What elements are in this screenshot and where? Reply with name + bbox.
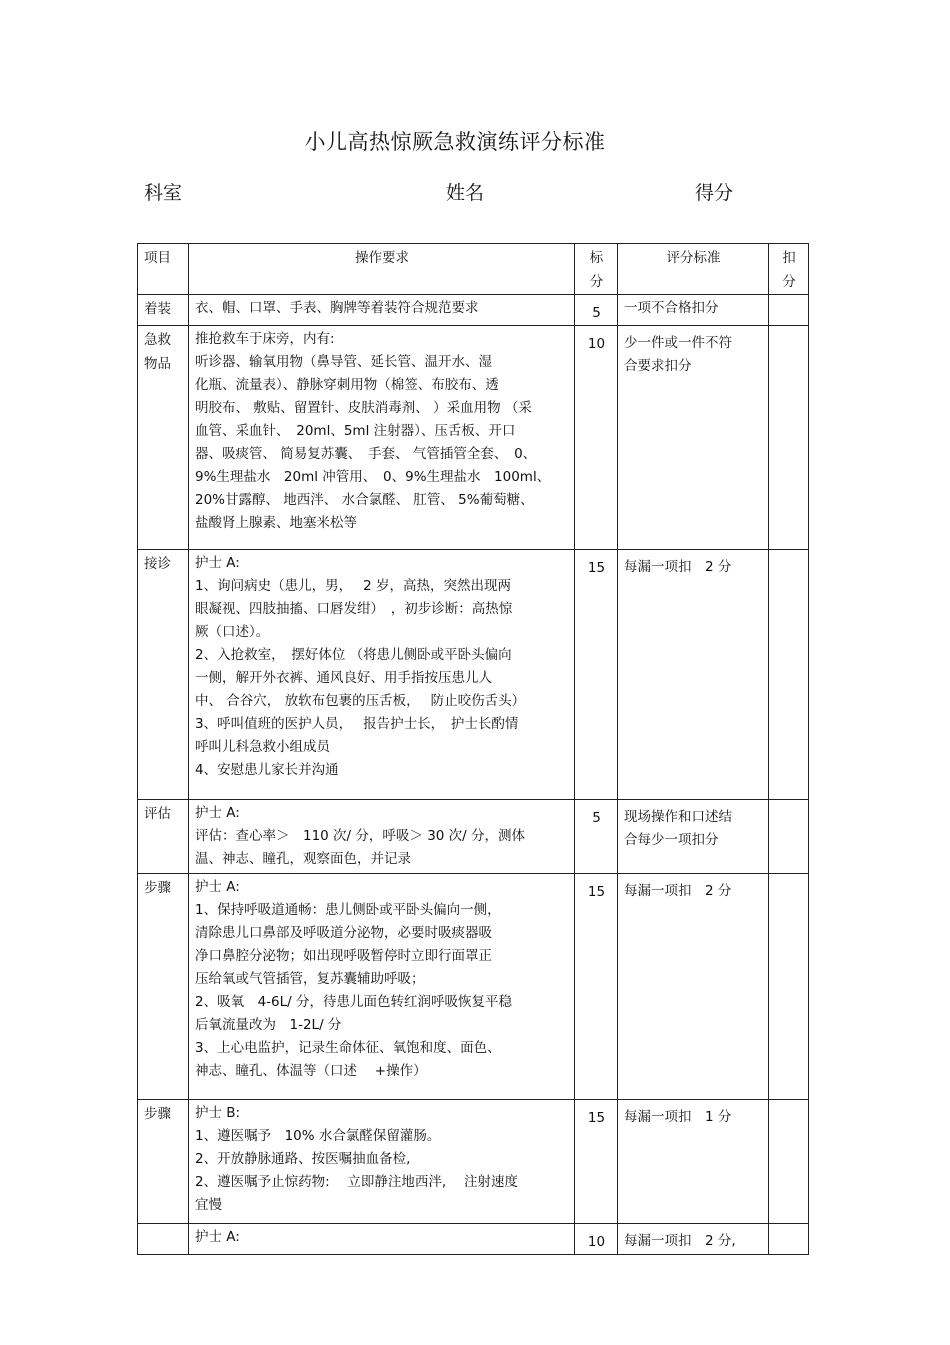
table-row	[138, 1224, 809, 1255]
requirement-line: 化瓶、流量表）、静脉穿刺用物（棉签、布胶布、透	[195, 377, 499, 393]
row-item: 评估	[138, 800, 189, 874]
row-deduction[interactable]	[769, 1224, 809, 1255]
header-deduction	[769, 244, 809, 295]
row-points: 15	[575, 1100, 618, 1224]
requirement-line: 器、吸痰管、 简易复苏囊、 手套、 气管插管全套、 0、	[195, 446, 537, 462]
criteria-line: 现场操作和口述结	[624, 809, 732, 825]
row-criteria	[618, 550, 769, 800]
criteria-line: 每漏一项扣 2 分,	[624, 1233, 736, 1249]
requirement-line: 盐酸肾上腺素、地塞米松等	[195, 515, 357, 531]
requirement-line: 清除患儿口鼻部及呼吸道分泌物，必要时吸痰器吸	[195, 925, 492, 941]
requirement-line: 20%甘露醇、 地西泮、 水合氯醛、 肛管、 5%葡萄糖、	[195, 492, 534, 508]
requirement-line: 2、入抢救室， 摆好体位 （将患儿侧卧或平卧头偏向	[195, 647, 512, 663]
requirement-line: 2、遵医嘱予止惊药物: 立即静注地西泮, 注射速度	[195, 1174, 519, 1190]
criteria-line: 一项不合格扣分	[624, 300, 719, 316]
row-item: 着装	[138, 295, 189, 326]
requirement-line: 护士 A:	[195, 1229, 240, 1245]
row-deduction[interactable]	[769, 874, 809, 1100]
requirement-line: 1、保持呼吸道通畅：患儿侧卧或平卧头偏向一侧，	[195, 902, 501, 918]
requirement-line: 1、遵医嘱予 10% 水合氯醛保留灌肠。	[195, 1128, 441, 1144]
requirement-line: 2、开放静脉通路、按医嘱抽血备检,	[195, 1151, 411, 1167]
criteria-line: 每漏一项扣 1 分	[624, 1109, 732, 1125]
requirement-line: 一侧，解开外衣裤、通风良好、用手指按压患儿人	[195, 670, 492, 686]
requirement-line: 呼叫儿科急救小组成员	[195, 739, 330, 755]
table-row	[138, 800, 809, 874]
row-item: 接诊	[138, 550, 189, 800]
row-points: 5	[575, 800, 618, 874]
row-requirement	[189, 295, 575, 326]
header-requirement: 操作要求	[189, 244, 575, 295]
criteria-line: 合每少一项扣分	[624, 832, 719, 848]
row-criteria	[618, 295, 769, 326]
requirement-line: 评估：查心率＞ 110 次/ 分，呼吸＞ 30 次/ 分，测体	[195, 828, 525, 844]
header-points-line2: 分	[589, 274, 604, 290]
criteria-line: 合要求扣分	[624, 358, 692, 374]
criteria-line: 每漏一项扣 2 分	[624, 883, 732, 899]
criteria-line: 每漏一项扣 2 分	[624, 559, 732, 575]
header-points	[575, 244, 618, 295]
requirement-line: 压给氧或气管插管，复苏囊辅助呼吸；	[195, 971, 425, 987]
scoring-table	[137, 243, 809, 1255]
row-deduction[interactable]	[769, 1100, 809, 1224]
row-criteria	[618, 874, 769, 1100]
row-item: 步骤	[138, 1100, 189, 1224]
name-label: 姓名	[446, 182, 485, 204]
row-deduction[interactable]	[769, 550, 809, 800]
row-requirement	[189, 800, 575, 874]
header-deduction-line1: 扣	[782, 250, 796, 266]
requirement-line: 明胶布、 敷贴、留置针、皮肤消毒剂、 ）采血用物 （采	[195, 400, 532, 416]
row-item	[138, 1224, 189, 1255]
requirement-line: 护士 A:	[195, 555, 240, 571]
requirement-line: 温、神志、瞳孔，观察面色，并记录	[195, 851, 411, 867]
document-title: 小儿高热惊厥急救演练评分标准	[304, 130, 606, 154]
header-criteria: 评分标准	[618, 244, 769, 295]
table-row	[138, 1100, 809, 1224]
row-points: 10	[575, 1224, 618, 1255]
row-requirement	[189, 874, 575, 1100]
row-points: 15	[575, 874, 618, 1100]
row-deduction[interactable]	[769, 800, 809, 874]
header-points-line1: 标	[589, 250, 604, 266]
criteria-line: 少一件或一件不符	[624, 335, 732, 351]
table-row	[138, 295, 809, 326]
row-requirement	[189, 326, 575, 550]
row-points: 5	[575, 295, 618, 326]
row-criteria	[618, 1100, 769, 1224]
row-item: 急救物品	[138, 326, 189, 550]
requirement-line: 衣、帽、口罩、手表、胸牌等着装符合规范要求	[195, 300, 479, 316]
requirement-line: 中、 合谷穴， 放软布包裹的压舌板， 防止咬伤舌头）	[195, 693, 526, 709]
row-criteria	[618, 800, 769, 874]
requirement-line: 护士 B:	[195, 1105, 241, 1121]
row-item: 步骤	[138, 874, 189, 1100]
row-points: 10	[575, 326, 618, 550]
table-row	[138, 326, 809, 550]
row-requirement	[189, 550, 575, 800]
requirement-line: 眼凝视、四肢抽搐、口唇发绀） ，初步诊断：高热惊	[195, 601, 513, 617]
row-criteria	[618, 326, 769, 550]
requirement-line: 血管、采血针、 20ml、5ml 注射器）、压舌板、开口	[195, 423, 516, 439]
row-criteria	[618, 1224, 769, 1255]
table-row	[138, 874, 809, 1100]
requirement-line: 3、上心电监护，记录生命体征、氧饱和度、面色、	[195, 1040, 501, 1056]
row-requirement	[189, 1224, 575, 1255]
requirement-line: 推抢救车于床旁，内有:	[195, 331, 335, 347]
requirement-line: 护士 A:	[195, 879, 240, 895]
score-label: 得分	[695, 182, 734, 204]
requirement-line: 宜慢	[195, 1197, 222, 1213]
header-deduction-line2: 分	[782, 274, 796, 290]
requirement-line: 后氧流量改为 1-2L/ 分	[195, 1017, 342, 1033]
requirement-line: 护士 A:	[195, 805, 240, 821]
row-requirement	[189, 1100, 575, 1224]
row-points: 15	[575, 550, 618, 800]
row-deduction[interactable]	[769, 295, 809, 326]
requirement-line: 净口鼻腔分泌物；如出现呼吸暂停时立即行面罩正	[195, 948, 492, 964]
requirement-line: 听诊器、输氧用物（鼻导管、延长管、温开水、湿	[195, 354, 492, 370]
requirement-line: 2、吸氧 4-6L/ 分，待患儿面色转红润呼吸恢复平稳	[195, 994, 512, 1010]
table-row	[138, 550, 809, 800]
dept-label: 科室	[144, 182, 183, 204]
row-deduction[interactable]	[769, 326, 809, 550]
header-item: 项目	[138, 244, 189, 295]
requirement-line: 4、安慰患儿家长并沟通	[195, 762, 339, 778]
requirement-line: 9%生理盐水 20ml 冲管用、 0、9%生理盐水 100ml、	[195, 469, 551, 485]
requirement-line: 神志、瞳孔、体温等（口述 +操作）	[195, 1063, 427, 1079]
requirement-line: 厥（口述）。	[195, 624, 270, 640]
requirement-line: 1、询问病史（患儿，男， 2 岁，高热，突然出现两	[195, 578, 512, 594]
requirement-line: 3、呼叫值班的医护人员， 报告护士长， 护士长酌情	[195, 716, 519, 732]
header-row	[138, 244, 809, 295]
